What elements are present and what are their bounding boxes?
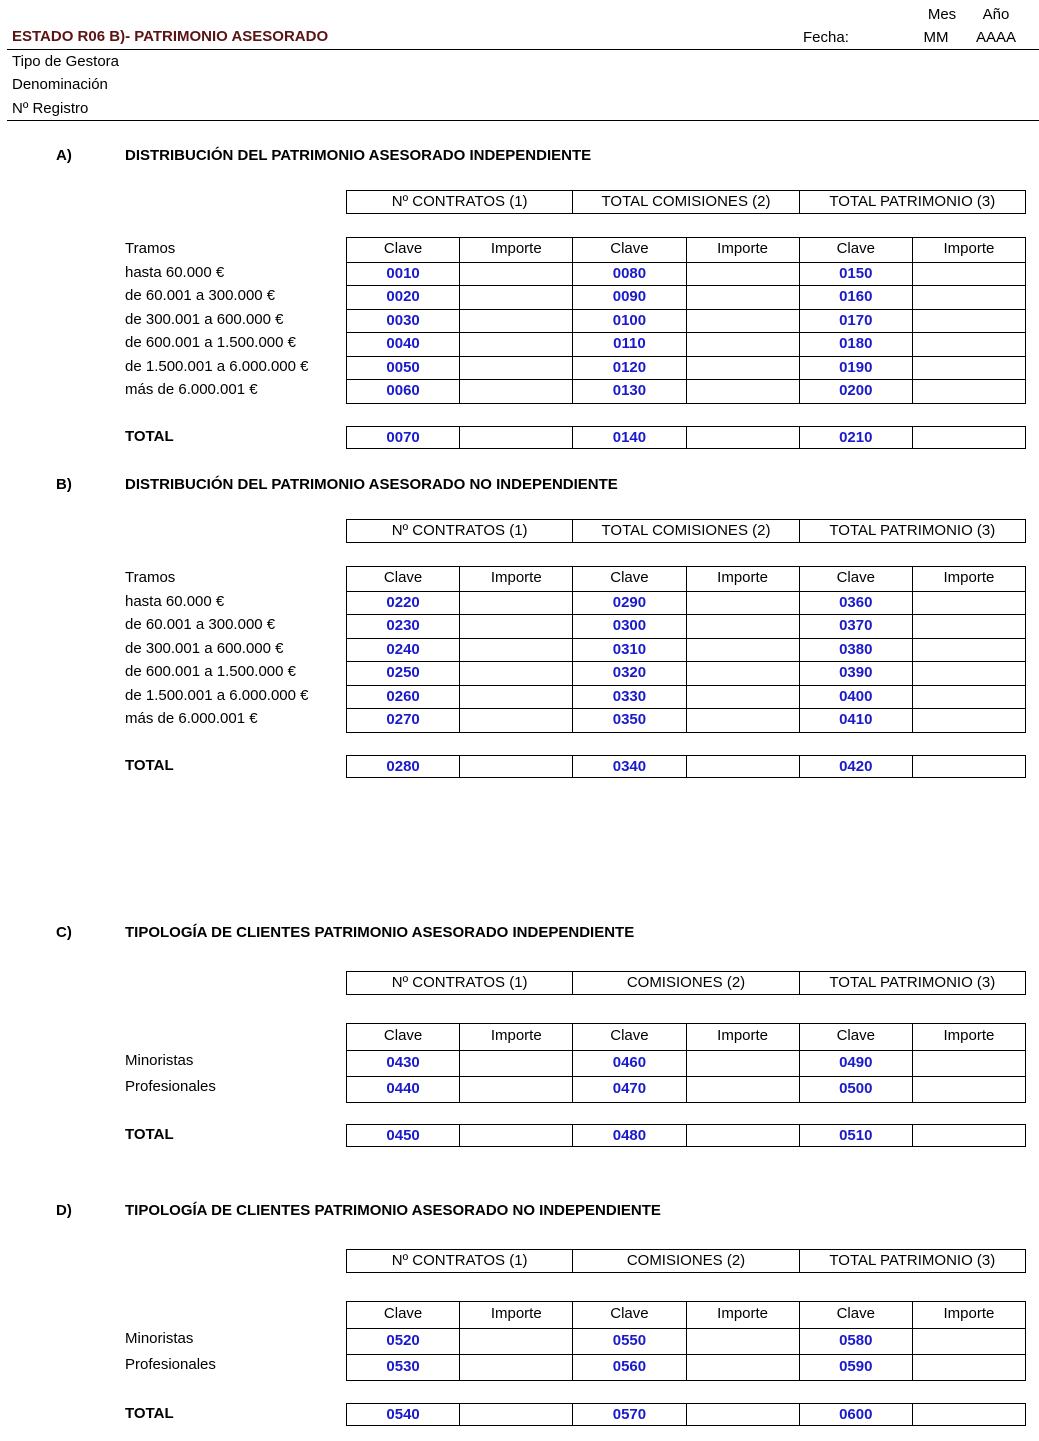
importe-input[interactable] — [459, 263, 572, 286]
total-importe-input[interactable] — [686, 427, 799, 448]
importe-input[interactable] — [912, 380, 1025, 403]
column-header: Importe — [912, 1024, 1025, 1050]
total-importe-input[interactable] — [459, 1125, 572, 1146]
code-cell: 0460 — [572, 1051, 685, 1076]
column-header: Clave — [383, 569, 423, 586]
importe-input[interactable] — [686, 286, 799, 309]
group-header-cell: COMISIONES (2) — [572, 1250, 798, 1272]
code-cell: 0120 — [572, 357, 685, 380]
total-importe-input[interactable] — [459, 427, 572, 448]
table-row — [347, 1328, 1025, 1354]
group-header-cell: Nº CONTRATOS (1) — [391, 522, 528, 539]
total-label: TOTAL — [125, 757, 174, 774]
importe-input[interactable] — [912, 357, 1025, 380]
code-cell: 0130 — [572, 380, 685, 403]
code-cell: 0370 — [799, 615, 912, 638]
importe-input[interactable] — [459, 310, 572, 333]
code-cell: 0100 — [572, 310, 685, 333]
code-cell: 0320 — [572, 662, 685, 685]
total-code-cell: 0570 — [572, 1404, 685, 1425]
column-header: Importe — [912, 567, 1025, 591]
code-cell: 0310 — [572, 639, 685, 662]
row-label: hasta 60.000 € — [125, 592, 225, 610]
importe-input[interactable] — [459, 286, 572, 309]
row-label-header: Tramos — [125, 240, 176, 257]
table-row — [347, 685, 1025, 709]
table-row — [347, 356, 1025, 380]
code-cell: 0580 — [799, 1329, 912, 1354]
importe-input[interactable] — [459, 1329, 572, 1354]
importe-input[interactable] — [686, 639, 799, 662]
row-label: Minoristas — [125, 1052, 194, 1069]
group-header — [346, 190, 1026, 214]
importe-input[interactable] — [686, 592, 799, 615]
data-grid — [346, 1301, 1026, 1381]
code-cell: 0190 — [799, 357, 912, 380]
total-code-cell: 0600 — [799, 1404, 912, 1425]
code-cell: 0380 — [799, 639, 912, 662]
code-cell: 0160 — [799, 286, 912, 309]
code-cell: 0220 — [386, 593, 420, 611]
column-header: Clave — [799, 238, 912, 262]
total-importe-input[interactable] — [686, 756, 799, 777]
column-header: Clave — [799, 567, 912, 591]
group-header-cell: TOTAL PATRIMONIO (3) — [799, 520, 1025, 542]
section-letter: C) — [56, 924, 72, 941]
importe-input[interactable] — [459, 709, 572, 732]
table-row — [347, 379, 1025, 403]
total-importe-input[interactable] — [686, 1125, 799, 1146]
code-cell: 0330 — [572, 686, 685, 709]
table-row — [347, 614, 1025, 638]
importe-input[interactable] — [686, 1051, 799, 1076]
code-cell: 0240 — [386, 640, 420, 658]
column-header: Importe — [686, 1302, 799, 1328]
total-importe-input[interactable] — [912, 756, 1025, 777]
importe-input[interactable] — [459, 639, 572, 662]
importe-input[interactable] — [912, 333, 1025, 356]
importe-input[interactable] — [459, 662, 572, 685]
row-label: Minoristas — [125, 1330, 194, 1347]
column-header: Clave — [572, 238, 685, 262]
row-label: de 1.500.001 a 6.000.000 € — [125, 686, 309, 704]
table-row — [347, 262, 1025, 286]
importe-input[interactable] — [912, 1355, 1025, 1380]
section-title: DISTRIBUCIÓN DEL PATRIMONIO ASESORADO INDEPENDIENTE — [125, 147, 592, 164]
row-label: de 600.001 a 1.500.000 € — [125, 663, 296, 680]
table-row — [347, 661, 1025, 685]
table-row — [347, 1050, 1025, 1076]
total-grid — [346, 1124, 1026, 1147]
group-header-cell: TOTAL PATRIMONIO (3) — [799, 1250, 1025, 1272]
group-header-cell: TOTAL COMISIONES (2) — [572, 520, 798, 542]
total-row — [347, 1404, 1025, 1425]
importe-input[interactable] — [686, 1077, 799, 1102]
code-cell: 0400 — [799, 686, 912, 709]
importe-input[interactable] — [686, 709, 799, 732]
code-cell: 0060 — [386, 382, 420, 399]
table-row — [347, 285, 1025, 309]
row-label: de 300.001 a 600.000 € — [125, 639, 284, 657]
column-header: Importe — [686, 238, 799, 262]
table-row — [347, 309, 1025, 333]
importe-input[interactable] — [912, 263, 1025, 286]
total-importe-input[interactable] — [912, 427, 1025, 448]
code-cell: 0360 — [799, 592, 912, 615]
form-title: ESTADO R06 B)- PATRIMONIO ASESORADO — [12, 28, 329, 45]
total-code-cell: 0340 — [572, 756, 685, 777]
column-header: Clave — [383, 1027, 423, 1044]
denominacion-label: Denominación — [12, 76, 108, 93]
code-cell: 0350 — [572, 709, 685, 732]
importe-input[interactable] — [459, 1051, 572, 1076]
code-cell: 0430 — [386, 1054, 420, 1071]
total-importe-input[interactable] — [912, 1404, 1025, 1425]
group-header — [346, 1249, 1026, 1273]
importe-input[interactable] — [912, 286, 1025, 309]
row-label: hasta 60.000 € — [125, 263, 225, 281]
row-label: Profesionales — [125, 1356, 216, 1373]
column-header: Clave — [572, 1302, 685, 1328]
row-label: más de 6.000.001 € — [125, 710, 258, 727]
importe-input[interactable] — [686, 686, 799, 709]
code-cell: 0230 — [386, 617, 420, 634]
grid-header-row — [347, 567, 1025, 591]
total-code-cell: 0210 — [799, 427, 912, 448]
column-header: Importe — [459, 567, 572, 591]
total-code-cell: 0070 — [386, 429, 420, 446]
total-code-cell: 0450 — [386, 1127, 420, 1144]
total-importe-input[interactable] — [459, 1404, 572, 1425]
code-cell: 0410 — [799, 709, 912, 732]
code-cell: 0270 — [386, 711, 420, 728]
total-code-cell: 0280 — [386, 758, 420, 775]
total-importe-input[interactable] — [686, 1404, 799, 1425]
table-row — [347, 1354, 1025, 1380]
total-row — [347, 1125, 1025, 1146]
row-label: de 600.001 a 1.500.000 € — [125, 334, 296, 351]
group-header-cell: Nº CONTRATOS (1) — [391, 193, 528, 210]
total-grid — [346, 755, 1026, 778]
mes-value[interactable]: MM — [923, 29, 949, 46]
importe-input[interactable] — [912, 686, 1025, 709]
data-grid — [346, 566, 1026, 733]
importe-input[interactable] — [459, 333, 572, 356]
group-header-cell: Nº CONTRATOS (1) — [391, 974, 528, 991]
column-header: Importe — [686, 1024, 799, 1050]
importe-input[interactable] — [912, 310, 1025, 333]
importe-input[interactable] — [686, 662, 799, 685]
importe-input[interactable] — [912, 615, 1025, 638]
row-label: más de 6.000.001 € — [125, 381, 258, 398]
column-header: Importe — [912, 238, 1025, 262]
tipo-gestora-label: Tipo de Gestora — [12, 53, 119, 70]
total-grid — [346, 426, 1026, 449]
column-header: Clave — [572, 567, 685, 591]
importe-input[interactable] — [912, 1077, 1025, 1102]
row-label: de 1.500.001 a 6.000.000 € — [125, 357, 309, 375]
column-header: Clave — [799, 1302, 912, 1328]
code-cell: 0260 — [386, 687, 420, 705]
code-cell: 0040 — [386, 335, 420, 352]
code-cell: 0180 — [799, 333, 912, 356]
anio-label: Año — [982, 6, 1010, 23]
column-header: Clave — [799, 1024, 912, 1050]
column-header: Importe — [912, 1302, 1025, 1328]
row-label: de 60.001 a 300.000 € — [125, 616, 276, 633]
table-row — [347, 708, 1025, 732]
grid-header-row — [347, 1024, 1025, 1050]
column-header: Importe — [459, 238, 572, 262]
column-header: Importe — [686, 567, 799, 591]
total-importe-input[interactable] — [459, 756, 572, 777]
code-cell: 0110 — [572, 333, 685, 356]
data-grid — [346, 1023, 1026, 1103]
code-cell: 0030 — [386, 311, 420, 329]
data-grid — [346, 237, 1026, 404]
importe-input[interactable] — [686, 380, 799, 403]
group-header-cell: TOTAL PATRIMONIO (3) — [799, 191, 1025, 213]
anio-value[interactable]: AAAA — [975, 29, 1017, 46]
code-cell: 0050 — [386, 358, 420, 376]
importe-input[interactable] — [459, 1077, 572, 1102]
code-cell: 0020 — [386, 288, 420, 305]
grid-header-row — [347, 1302, 1025, 1328]
total-label: TOTAL — [125, 428, 174, 445]
total-code-cell: 0540 — [386, 1406, 420, 1423]
importe-input[interactable] — [912, 662, 1025, 685]
importe-input[interactable] — [459, 1355, 572, 1380]
section-title: DISTRIBUCIÓN DEL PATRIMONIO ASESORADO NO INDEPENDIENTE — [125, 476, 618, 493]
total-code-cell: 0140 — [572, 427, 685, 448]
importe-input[interactable] — [912, 639, 1025, 662]
column-header: Clave — [383, 1305, 423, 1322]
code-cell: 0250 — [386, 664, 420, 681]
total-code-cell: 0510 — [799, 1125, 912, 1146]
table-row — [347, 591, 1025, 615]
importe-input[interactable] — [686, 310, 799, 333]
total-label: TOTAL — [125, 1126, 174, 1143]
table-row — [347, 1076, 1025, 1102]
section-letter: D) — [56, 1202, 72, 1219]
table-row — [347, 332, 1025, 356]
code-cell: 0010 — [386, 264, 420, 282]
group-header-cell: COMISIONES (2) — [572, 972, 798, 994]
group-header — [346, 519, 1026, 543]
code-cell: 0490 — [799, 1051, 912, 1076]
importe-input[interactable] — [459, 615, 572, 638]
total-importe-input[interactable] — [912, 1125, 1025, 1146]
importe-input[interactable] — [686, 263, 799, 286]
importe-input[interactable] — [459, 357, 572, 380]
total-row — [347, 427, 1025, 448]
code-cell: 0560 — [572, 1355, 685, 1380]
importe-input[interactable] — [912, 709, 1025, 732]
row-label-header: Tramos — [125, 569, 176, 586]
importe-input[interactable] — [686, 615, 799, 638]
group-header — [346, 971, 1026, 995]
registro-label: Nº Registro — [12, 100, 89, 117]
importe-input[interactable] — [459, 592, 572, 615]
total-code-cell: 0480 — [572, 1125, 685, 1146]
header-bottom-divider — [7, 120, 1039, 121]
code-cell: 0170 — [799, 310, 912, 333]
group-header-cell: Nº CONTRATOS (1) — [391, 1252, 528, 1269]
code-cell: 0390 — [799, 662, 912, 685]
code-cell: 0290 — [572, 592, 685, 615]
importe-input[interactable] — [912, 1051, 1025, 1076]
table-row — [347, 638, 1025, 662]
header-divider — [7, 49, 1039, 50]
importe-input[interactable] — [686, 1355, 799, 1380]
code-cell: 0530 — [386, 1358, 420, 1375]
row-label: de 300.001 a 600.000 € — [125, 310, 284, 328]
importe-input[interactable] — [686, 357, 799, 380]
section-letter: A) — [56, 147, 72, 164]
importe-input[interactable] — [686, 1329, 799, 1354]
group-header-cell: TOTAL PATRIMONIO (3) — [799, 972, 1025, 994]
fecha-label: Fecha: — [803, 29, 849, 46]
total-label: TOTAL — [125, 1405, 174, 1422]
code-cell: 0590 — [799, 1355, 912, 1380]
code-cell: 0470 — [572, 1077, 685, 1102]
code-cell: 0200 — [799, 380, 912, 403]
code-cell: 0520 — [386, 1332, 420, 1349]
importe-input[interactable] — [459, 686, 572, 709]
section-title: TIPOLOGÍA DE CLIENTES PATRIMONIO ASESORADO INDEPENDIENTE — [125, 924, 635, 941]
code-cell: 0440 — [386, 1080, 420, 1097]
column-header: Importe — [459, 1024, 572, 1050]
group-header-cell: TOTAL COMISIONES (2) — [572, 191, 798, 213]
importe-input[interactable] — [912, 592, 1025, 615]
column-header: Clave — [383, 240, 423, 257]
section-title: TIPOLOGÍA DE CLIENTES PATRIMONIO ASESORADO NO INDEPENDIENTE — [125, 1202, 661, 1219]
grid-header-row — [347, 238, 1025, 262]
importe-input[interactable] — [459, 380, 572, 403]
mes-label: Mes — [927, 6, 957, 23]
total-code-cell: 0420 — [799, 756, 912, 777]
importe-input[interactable] — [912, 1329, 1025, 1354]
section-letter: B) — [56, 476, 72, 493]
column-header: Importe — [459, 1302, 572, 1328]
code-cell: 0300 — [572, 615, 685, 638]
importe-input[interactable] — [686, 333, 799, 356]
total-row — [347, 756, 1025, 777]
total-grid — [346, 1403, 1026, 1426]
row-label: de 60.001 a 300.000 € — [125, 287, 276, 304]
code-cell: 0500 — [799, 1077, 912, 1102]
code-cell: 0150 — [799, 263, 912, 286]
code-cell: 0090 — [572, 286, 685, 309]
code-cell: 0080 — [572, 263, 685, 286]
row-label: Profesionales — [125, 1078, 216, 1095]
code-cell: 0550 — [572, 1329, 685, 1354]
column-header: Clave — [572, 1024, 685, 1050]
